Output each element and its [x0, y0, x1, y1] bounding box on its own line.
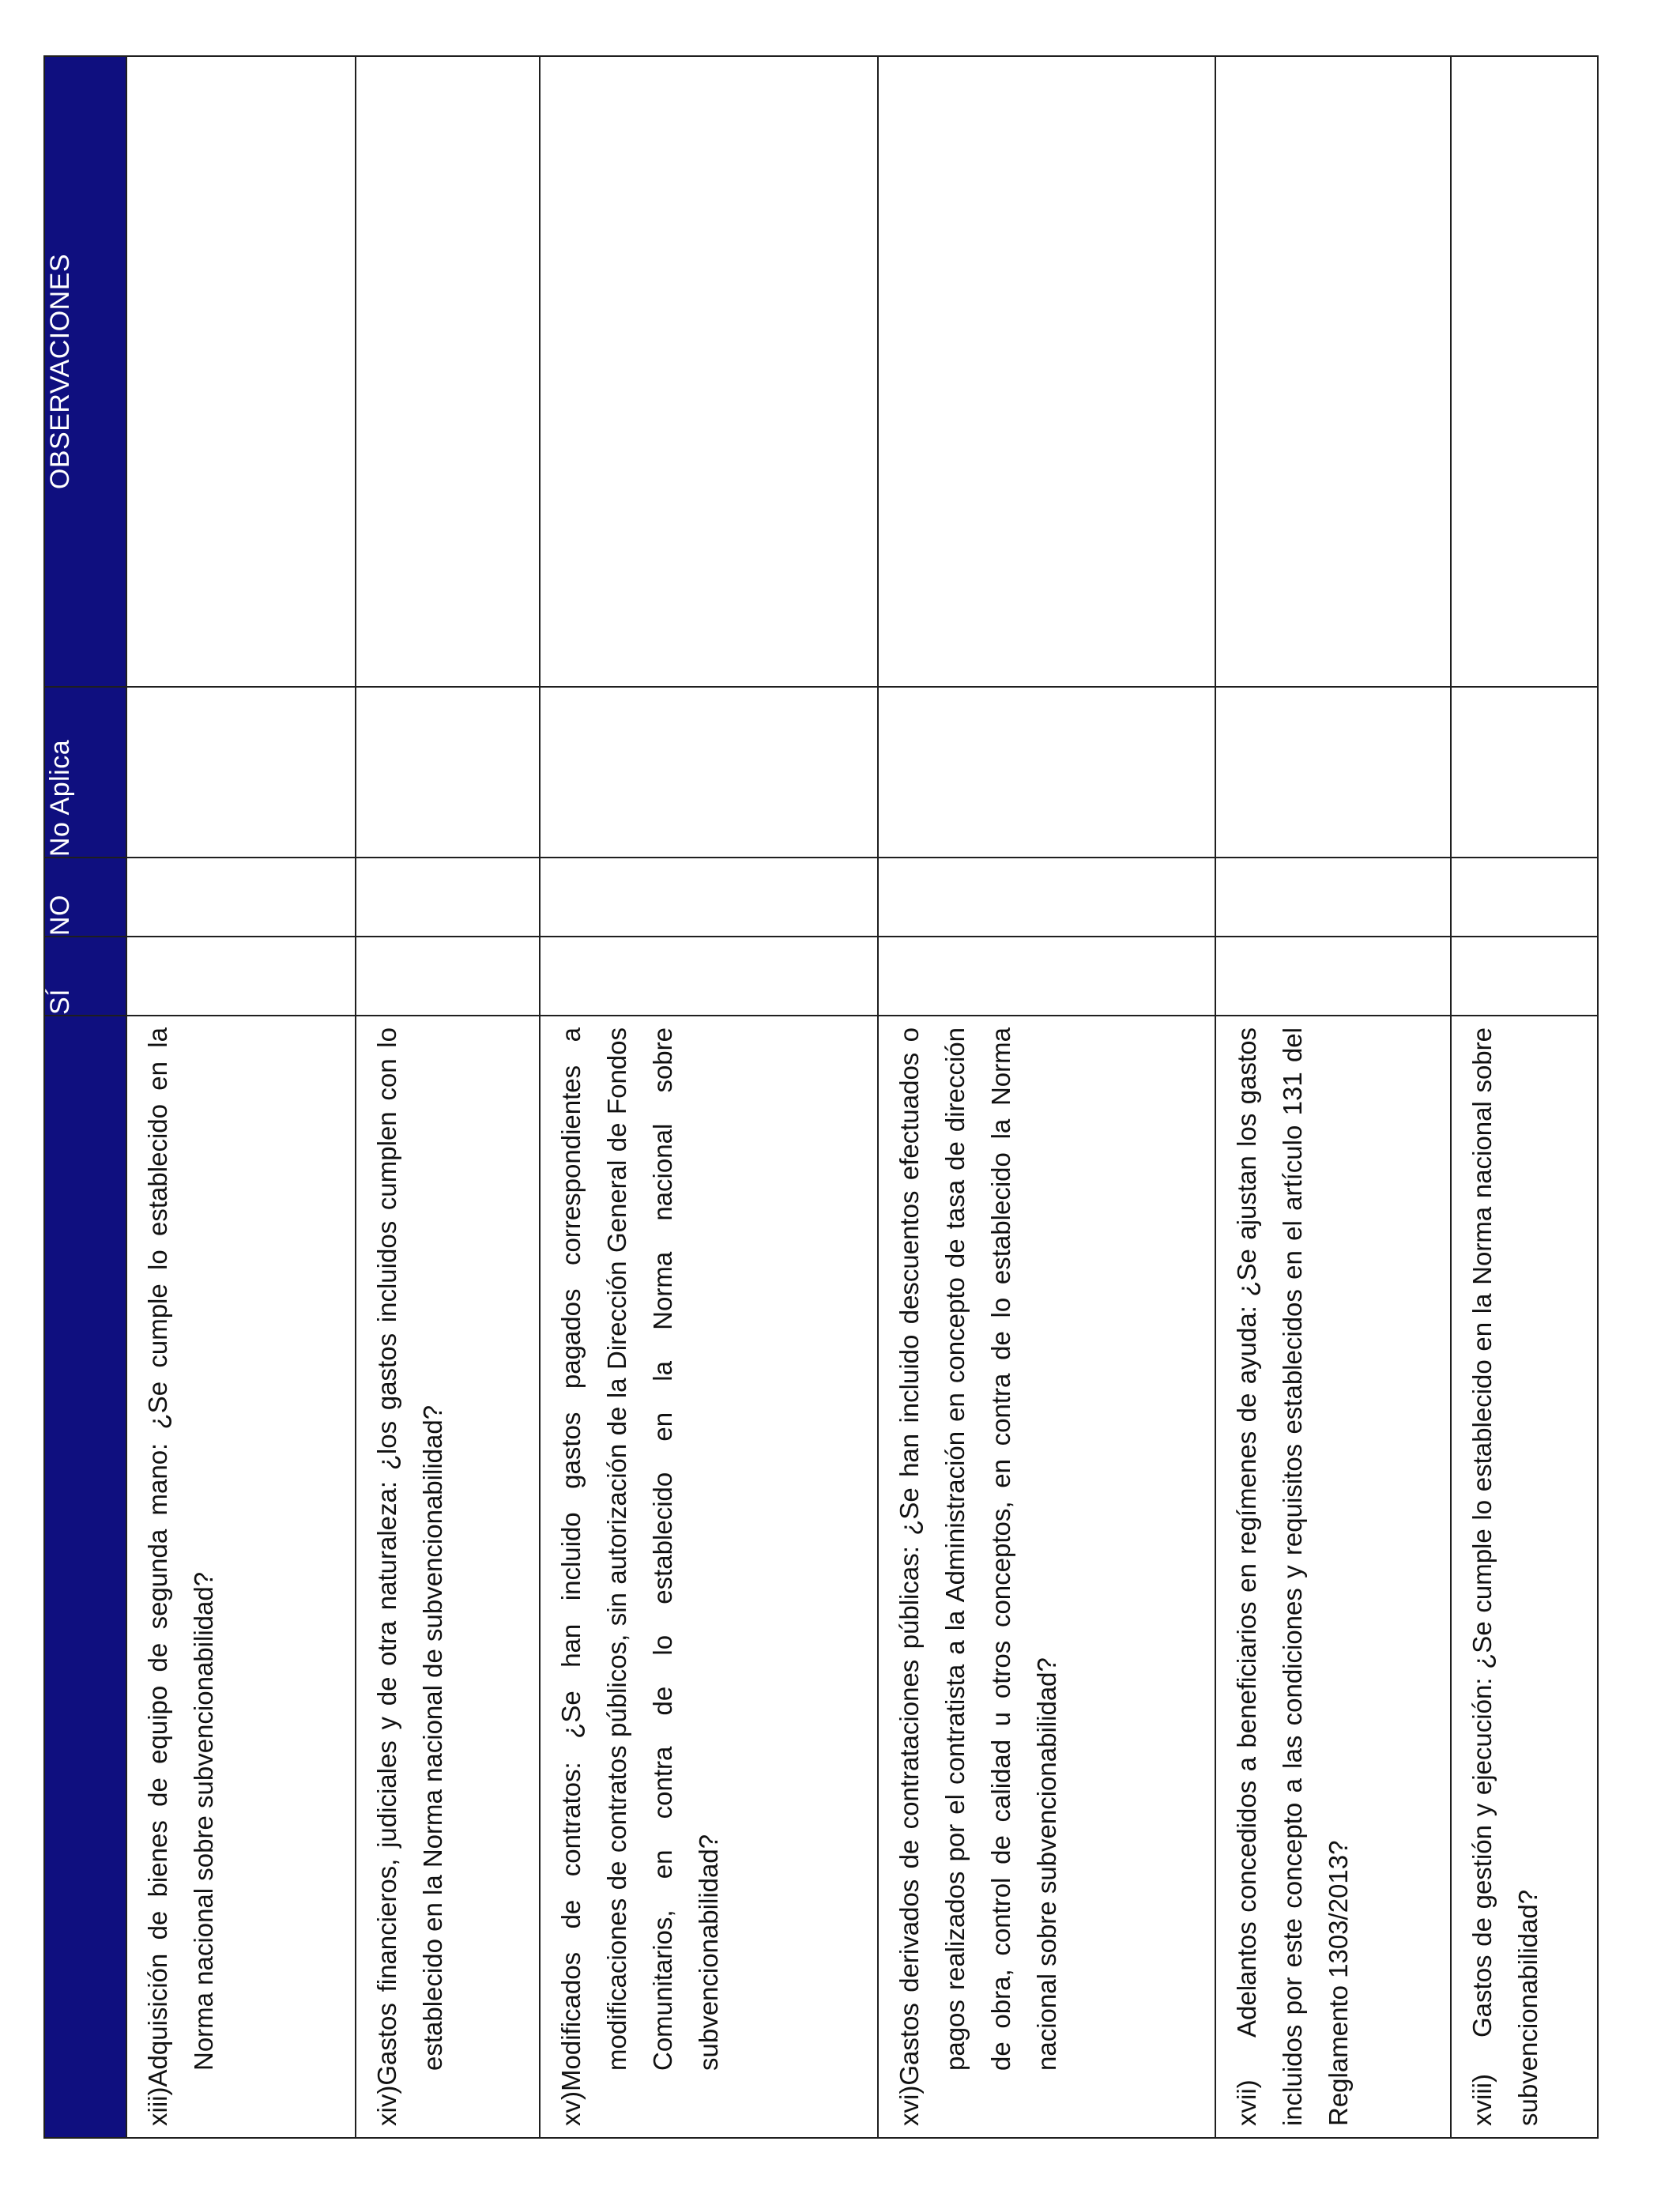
question-cell [1451, 1016, 1598, 2138]
header-no-aplica: No Aplica [44, 687, 126, 858]
no-aplica-checkbox-cell[interactable] [356, 687, 540, 858]
no-aplica-checkbox-cell[interactable] [126, 687, 356, 858]
no-checkbox-cell[interactable] [540, 858, 878, 937]
question-cell [540, 1016, 878, 2138]
table-row [878, 56, 1215, 2138]
question-text: Adquisición de bienes de equipo de segunda mano: ¿Se cumple lo establecido en la Norma nacional sobre subvencionabilidad? [143, 1027, 218, 2087]
table-row [1451, 56, 1598, 2138]
si-checkbox-cell[interactable] [356, 937, 540, 1016]
header-row [44, 56, 126, 2138]
question-number: xv) [556, 2091, 586, 2126]
question-text: Modificados de contratos: ¿Se han incluido gastos pagados correspondientes a modificaciones de contratos públicos, sin autorización de la Dirección General de Fondos Comunitarios, en contra de lo establecido en la Norma nacional sobre subvencionabilidad? [556, 1027, 723, 2091]
no-aplica-checkbox-cell[interactable] [1451, 687, 1598, 858]
no-checkbox-cell[interactable] [356, 858, 540, 937]
no-checkbox-cell[interactable] [1215, 858, 1451, 937]
question-text: Gastos financieros, judiciales y de otra naturaleza: ¿los gastos incluidos cumplen con lo establecido en la Norma nacional de subvencionabilidad? [372, 1027, 447, 2086]
question-text: Gastos de gestión y ejecución: ¿Se cumple lo establecido en la Norma nacional sobre subvencionabilidad? [1467, 1027, 1543, 2126]
table-row [1215, 56, 1451, 2138]
observaciones-cell[interactable] [1451, 56, 1598, 687]
question-cell [126, 1016, 356, 2138]
question-text: Gastos derivados de contrataciones públicas: ¿Se han incluido descuentos efectuados o pagos realizados por el contratista a la Administración en concepto de tasa de dirección de obra, control de calidad u otros conceptos, en contra de lo establecido la Norma nacional sobre subvencionabilidad? [895, 1027, 1061, 2086]
question-number: xvi) [895, 2085, 924, 2126]
observaciones-cell[interactable] [878, 56, 1215, 687]
observaciones-cell[interactable] [356, 56, 540, 687]
si-checkbox-cell[interactable] [1451, 937, 1598, 1016]
header-no: NO [44, 858, 126, 937]
question-cell [878, 1016, 1215, 2138]
no-checkbox-cell[interactable] [878, 858, 1215, 937]
header-si: SÍ [44, 937, 126, 1016]
si-checkbox-cell[interactable] [126, 937, 356, 1016]
no-checkbox-cell[interactable] [126, 858, 356, 937]
si-checkbox-cell[interactable] [1215, 937, 1451, 1016]
observaciones-cell[interactable] [1215, 56, 1451, 687]
question-number: xiii) [143, 2087, 172, 2126]
question-number: xvii) [1232, 2079, 1261, 2126]
question-number: xiv) [372, 2085, 401, 2126]
table-row [126, 56, 356, 2138]
no-checkbox-cell[interactable] [1451, 858, 1598, 937]
si-checkbox-cell[interactable] [878, 937, 1215, 1016]
table-row [540, 56, 878, 2138]
table-row [356, 56, 540, 2138]
rotated-checklist-page [43, 57, 1595, 2139]
question-cell [356, 1016, 540, 2138]
header-question [44, 1016, 126, 2138]
no-aplica-checkbox-cell[interactable] [878, 687, 1215, 858]
header-observaciones: OBSERVACIONES [44, 56, 126, 687]
observaciones-cell[interactable] [126, 56, 356, 687]
no-aplica-checkbox-cell[interactable] [540, 687, 878, 858]
question-cell [1215, 1016, 1451, 2138]
question-number: xviii) [1467, 2074, 1497, 2126]
observaciones-cell[interactable] [540, 56, 878, 687]
si-checkbox-cell[interactable] [540, 937, 878, 1016]
checklist-table [43, 55, 1599, 2139]
no-aplica-checkbox-cell[interactable] [1215, 687, 1451, 858]
question-text: Adelantos concedidos a beneficiarios en regímenes de ayuda: ¿Se ajustan los gastos incluidos por este concepto a las condiciones y requisitos establecidos en el artículo 131 del Reglamento 1303/2013? [1232, 1027, 1353, 2126]
